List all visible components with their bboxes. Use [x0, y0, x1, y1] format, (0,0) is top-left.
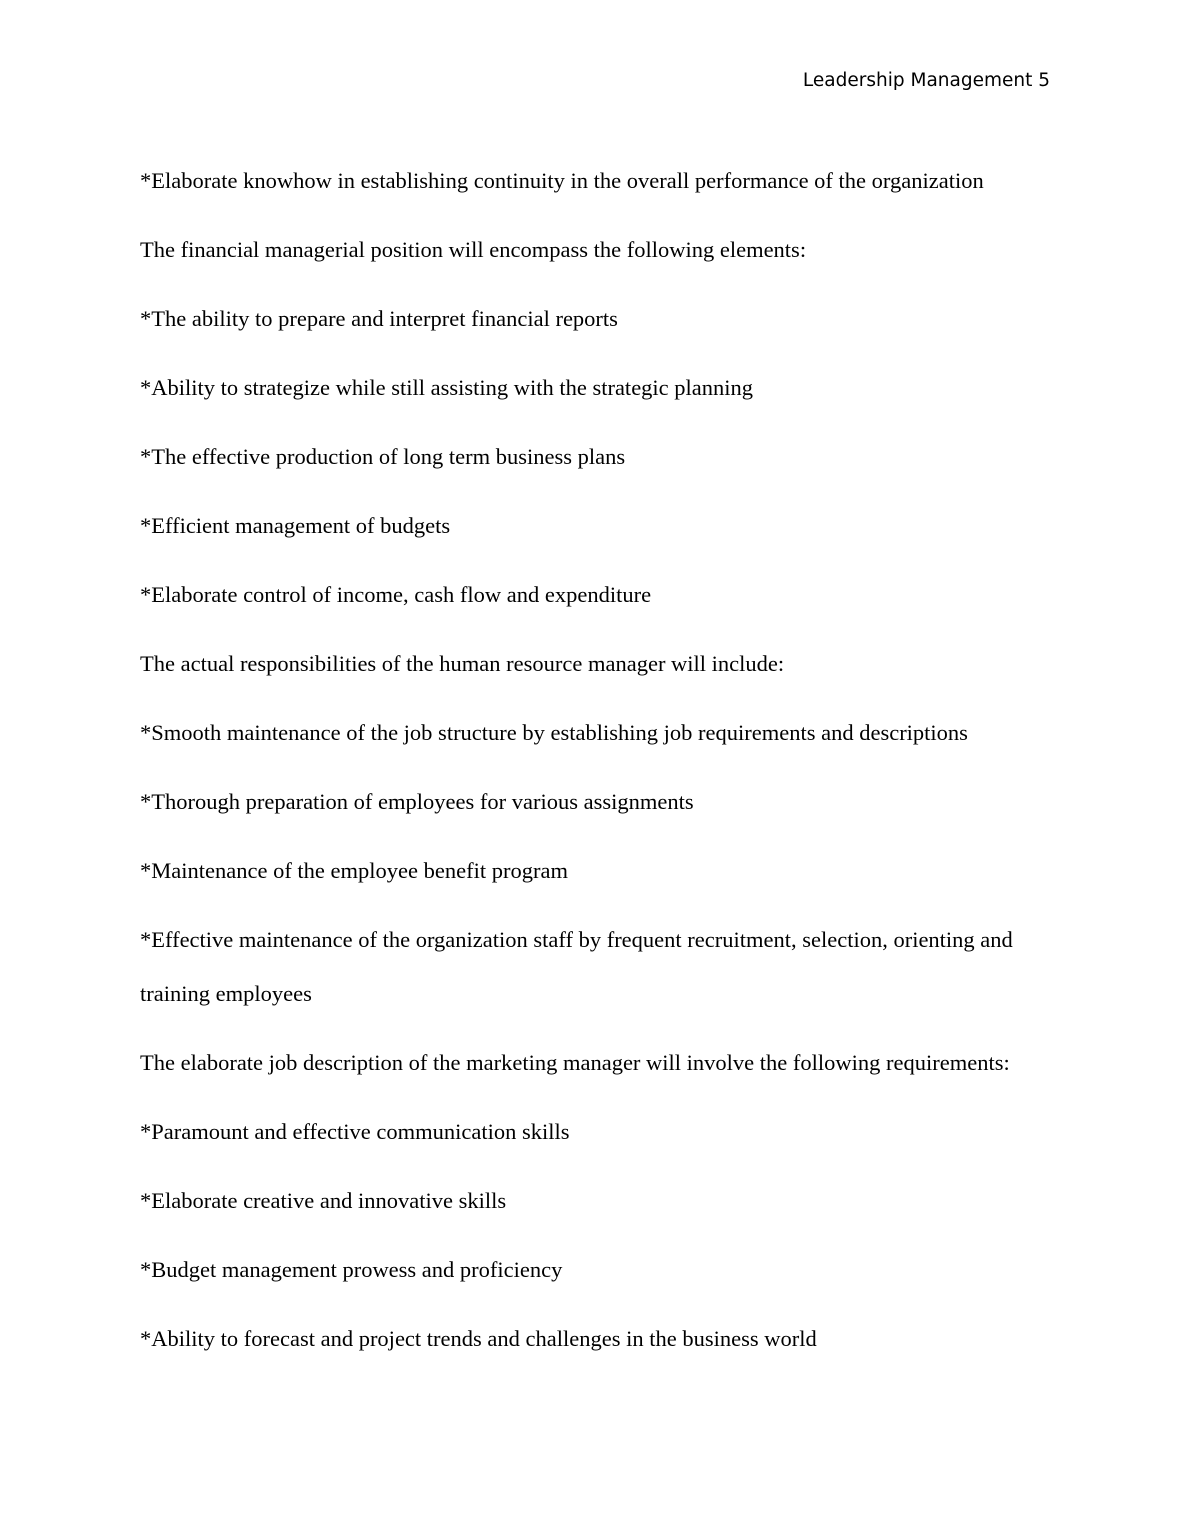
paragraph: *Elaborate control of income, cash flow and expenditure — [140, 582, 652, 607]
paragraph: The financial managerial position will encompass the following elements: — [140, 237, 807, 262]
paragraph: *Maintenance of the employee benefit program — [140, 858, 568, 883]
paragraph: *Effective maintenance of the organization staff by frequent recruitment, selection, orienting and training employees — [140, 927, 1013, 1006]
paragraph: *Efficient management of budgets — [140, 513, 451, 538]
paragraph: *Ability to forecast and project trends and challenges in the business world — [140, 1325, 817, 1351]
paragraph: *Thorough preparation of employees for various assignments — [140, 789, 694, 814]
paragraph: *The ability to prepare and interpret financial reports — [140, 306, 618, 331]
paragraph: *Smooth maintenance of the job structure by establishing job requirements and descriptions — [140, 720, 968, 745]
paragraph: *Paramount and effective communication skills — [140, 1118, 570, 1144]
paragraph: *Budget management prowess and proficiency — [140, 1256, 563, 1282]
paragraph: *Ability to strategize while still assisting with the strategic planning — [140, 375, 754, 400]
paragraph: *The effective production of long term business plans — [140, 444, 626, 469]
document-body — [140, 154, 1055, 1381]
paragraph: The actual responsibilities of the human resource manager will include: — [140, 651, 785, 676]
paragraph: *Elaborate knowhow in establishing continuity in the overall performance of the organization — [140, 168, 984, 193]
running-head: Leadership Management 5 — [802, 70, 1050, 91]
paragraph: The elaborate job description of the marketing manager will involve the following requirements: — [140, 1049, 1010, 1075]
paragraph: *Elaborate creative and innovative skills — [140, 1187, 507, 1213]
